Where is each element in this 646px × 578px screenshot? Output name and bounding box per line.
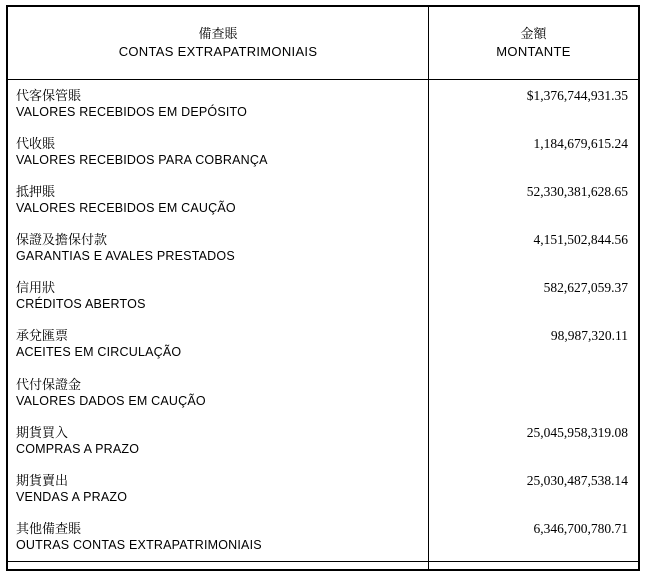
table-closing-rule xyxy=(8,561,638,569)
row-amount-cell xyxy=(429,465,638,513)
row-label-cell xyxy=(8,320,429,368)
row-label-pt: COMPRAS A PRAZO xyxy=(16,441,140,456)
row-label-pt: VALORES RECEBIDOS EM DEPÓSITO xyxy=(16,105,248,119)
row-label-zh: 信用狀 xyxy=(16,280,56,296)
row-label-pt: OUTRAS CONTAS EXTRAPATRIMONIAIS xyxy=(16,537,262,552)
row-amount-cell xyxy=(429,513,638,561)
row-label-zh: 抵押賬 xyxy=(16,184,56,200)
table-row xyxy=(8,417,638,465)
row-amount-cell xyxy=(429,369,638,417)
table-row xyxy=(8,465,638,513)
table-header xyxy=(8,7,638,80)
row-amount-cell xyxy=(429,80,638,128)
row-label-pt: VALORES RECEBIDOS EM CAUÇÃO xyxy=(16,201,236,216)
row-label-cell xyxy=(8,224,429,272)
row-label-pt: VALORES DADOS EM CAUÇÃO xyxy=(16,393,206,408)
table-row xyxy=(8,80,638,128)
row-label-cell xyxy=(8,369,429,417)
row-label-pt: VENDAS A PRAZO xyxy=(16,489,128,504)
row-label-cell xyxy=(8,176,429,224)
header-accounts-column xyxy=(8,7,429,79)
table-row xyxy=(8,513,638,561)
row-label-pt: CRÉDITOS ABERTOS xyxy=(16,297,146,312)
row-label-zh: 期貨買入 xyxy=(16,424,69,440)
row-label-cell xyxy=(8,513,429,561)
row-label-cell xyxy=(8,80,429,128)
table-row xyxy=(8,176,638,224)
table-row xyxy=(8,224,638,272)
closing-rule-left-segment xyxy=(8,562,429,569)
closing-rule-right-segment xyxy=(429,562,638,569)
header-amount-pt: MONTANTE xyxy=(496,44,571,59)
row-amount-cell xyxy=(429,128,638,176)
table-row xyxy=(8,320,638,368)
row-label-cell xyxy=(8,272,429,320)
extrapatrimonial-accounts-table xyxy=(6,5,640,571)
row-amount: 25,045,958,319.08 xyxy=(526,424,628,440)
row-amount: 98,987,320.11 xyxy=(550,328,628,344)
row-label-pt: GARANTIAS E AVALES PRESTADOS xyxy=(16,249,235,264)
table-row xyxy=(8,369,638,417)
row-amount-cell xyxy=(429,176,638,224)
header-accounts-zh: 備查賬 xyxy=(198,26,238,41)
row-amount-cell xyxy=(429,272,638,320)
row-label-zh: 保證及擔保付款 xyxy=(16,232,108,248)
row-label-pt: VALORES RECEBIDOS PARA COBRANÇA xyxy=(16,153,268,168)
header-amount-column xyxy=(429,7,638,79)
row-label-zh: 承兌匯票 xyxy=(16,328,69,344)
row-label-cell xyxy=(8,465,429,513)
row-amount-cell xyxy=(429,224,638,272)
row-amount: 1,184,679,615.24 xyxy=(533,136,628,152)
row-amount: 52,330,381,628.65 xyxy=(526,184,628,200)
row-label-zh: 代付保證金 xyxy=(16,376,82,392)
row-label-zh: 其他備查賬 xyxy=(16,520,82,536)
row-amount: 6,346,700,780.71 xyxy=(533,520,628,536)
header-accounts-pt: CONTAS EXTRAPATRIMONIAIS xyxy=(118,44,318,59)
row-amount-cell xyxy=(429,320,638,368)
table-body xyxy=(8,80,638,561)
row-amount-cell xyxy=(429,417,638,465)
row-amount: 25,030,487,538.14 xyxy=(526,472,628,488)
row-amount: 4,151,502,844.56 xyxy=(533,232,628,248)
row-amount: 582,627,059.37 xyxy=(543,280,628,296)
row-label-pt: ACEITES EM CIRCULAÇÃO xyxy=(16,345,182,360)
row-label-zh: 代收賬 xyxy=(16,136,56,152)
row-amount: $1,376,744,931.35 xyxy=(526,88,628,103)
table-row xyxy=(8,272,638,320)
row-label-zh: 代客保管賬 xyxy=(16,88,82,103)
row-label-zh: 期貨賣出 xyxy=(16,472,69,488)
row-label-cell xyxy=(8,417,429,465)
row-label-cell xyxy=(8,128,429,176)
header-amount-zh: 金額 xyxy=(520,26,547,41)
table-row xyxy=(8,128,638,176)
